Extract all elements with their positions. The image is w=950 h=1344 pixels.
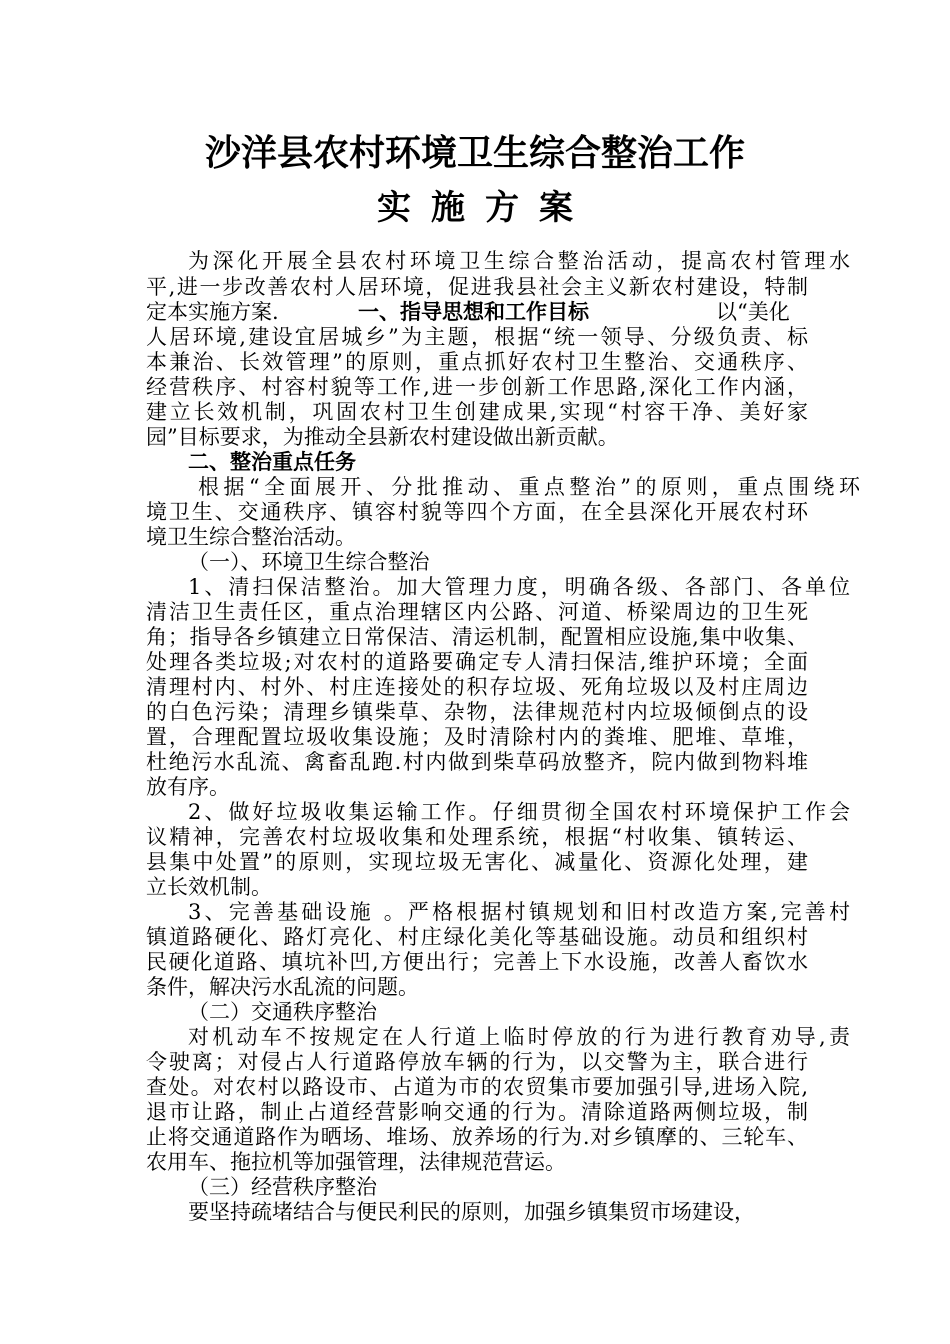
paragraph-text: 以“美化 (716, 300, 790, 324)
subsection-heading: （一）、环境卫生综合整治 (188, 550, 430, 574)
paragraph-line: 农用车、拖拉机等加强管理，法律规范营运。 (146, 1150, 566, 1174)
paragraph-line: 条件，解决污水乱流的问题。 (146, 975, 419, 999)
paragraph-line: 要坚持疏堵结合与便民利民的原则，加强乡镇集贸市场建设， (188, 1200, 755, 1224)
paragraph-line: 清理村内、村外、村庄连接处的积存垃圾、死角垃圾以及村庄周边 (146, 675, 808, 699)
paragraph-line: 置，合理配置垃圾收集设施；及时清除村内的粪堆、肥堆、草堆， (146, 725, 808, 749)
paragraph-line: 清洁卫生责任区，重点治理辖区内公路、河道、桥梁周边的卫生死 (146, 600, 808, 624)
subsection-heading: （二）交通秩序整治 (188, 1000, 377, 1024)
paragraph-line: 本兼治、长效管理”的原则，重点抓好农村卫生整治、交通秩序、 (146, 350, 808, 374)
paragraph-line: 对机动车不按规定在人行道上临时停放的行为进行教育劝导,责 (188, 1025, 850, 1049)
paragraph-line: 园”目标要求，为推动全县新农村建设做出新贡献。 (146, 425, 619, 449)
paragraph-line: 为深化开展全县农村环境卫生综合整治活动，提高农村管理水 (188, 249, 850, 273)
paragraph-line: 杜绝污水乱流、禽畜乱跑.村内做到柴草码放整齐，院内做到物料堆 (146, 750, 808, 774)
section-heading: 二、整治重点任务 (188, 450, 356, 474)
paragraph-text: 定本实施方案. (146, 300, 279, 324)
paragraph-line: 根据“全面展开、分批推动、重点整治”的原则，重点围绕环 (198, 475, 860, 499)
subsection-heading: （三）经营秩序整治 (188, 1175, 377, 1199)
paragraph-line: 立长效机制。 (146, 875, 272, 899)
paragraph-line: 退市让路，制止占道经营影响交通的行为。清除道路两侧垃圾，制 (146, 1100, 808, 1124)
paragraph-line: 令驶离；对侵占人行道路停放车辆的行为，以交警为主，联合进行 (146, 1050, 808, 1074)
paragraph-line: 处理各类垃圾;对农村的道路要确定专人清扫保洁,维护环境；全面 (146, 650, 808, 674)
paragraph-line: 人居环境,建设宜居城乡”为主题，根据“统一领导、分级负责、标 (146, 325, 808, 349)
section-heading: 一、指导思想和工作目标 (358, 300, 589, 324)
paragraph-line: 放有序。 (146, 775, 230, 799)
paragraph-line: 2、做好垃圾收集运输工作。仔细贯彻全国农村环境保护工作会 (188, 800, 850, 824)
paragraph-line: 角；指导各乡镇建立日常保洁、清运机制，配置相应设施,集中收集、 (146, 625, 808, 649)
document-title: 沙洋县农村环境卫生综合整治工作 (204, 133, 745, 174)
paragraph-line: 建立长效机制，巩固农村卫生创建成果,实现“村容干净、美好家 (146, 400, 808, 424)
paragraph-line: 议精神，完善农村垃圾收集和处理系统，根据“村收集、镇转运、 (146, 825, 808, 849)
paragraph-line: 镇道路硬化、路灯亮化、村庄绿化美化等基础设施。动员和组织村 (146, 925, 808, 949)
paragraph-line: 的白色污染；清理乡镇柴草、杂物，法律规范村内垃圾倾倒点的设 (146, 700, 808, 724)
paragraph-line: 1、清扫保洁整治。加大管理力度，明确各级、各部门、各单位 (188, 575, 850, 599)
paragraph-line: 查处。对农村以路设市、占道为市的农贸集市要加强引导,进场入院, (146, 1075, 808, 1099)
paragraph-line: 平,进一步改善农村人居环境，促进我县社会主义新农村建设，特制 (146, 275, 808, 299)
paragraph-line: 经营秩序、村容村貌等工作,进一步创新工作思路,深化工作内涵， (146, 375, 808, 399)
paragraph-line: 境卫生综合整治活动。 (146, 525, 356, 549)
paragraph-line: 县集中处置”的原则，实现垃圾无害化、减量化、资源化处理，建 (146, 850, 808, 874)
paragraph-line: 3、完善基础设施 。严格根据村镇规划和旧村改造方案,完善村 (188, 900, 850, 924)
paragraph-line: 民硬化道路、填坑补凹,方便出行；完善上下水设施，改善人畜饮水 (146, 950, 808, 974)
paragraph-line: 境卫生、交通秩序、镇容村貌等四个方面，在全县深化开展农村环 (146, 500, 808, 524)
document-subtitle: 实施方案 (377, 188, 593, 228)
paragraph-line: 止将交通道路作为晒场、堆场、放养场的行为.对乡镇摩的、三轮车、 (146, 1125, 808, 1149)
